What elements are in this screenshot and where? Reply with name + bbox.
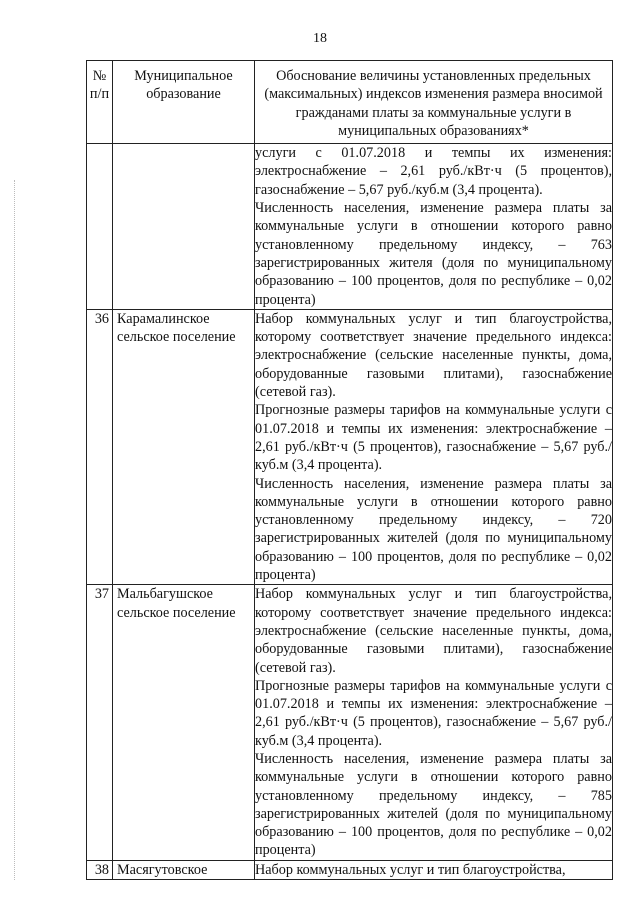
table-header-row (87, 61, 613, 144)
table-row (87, 585, 613, 860)
cell-num (87, 144, 113, 310)
cell-municipality: Мальбагушское сельское поселение (113, 585, 255, 860)
justification-paragraph: Численность населения, изменение размера платы за коммунальные услуги в отношении которого равно установленному предельному индексу, – 763 зарегистрированных жителя (доля по муниципальному образованию – 100 процентов, доля по республике – 0,02 процента) (255, 200, 612, 308)
cell-justification (255, 144, 613, 310)
justification-paragraph: Набор коммунальных услуг и тип благоустройства, (255, 861, 566, 878)
justification-paragraph: Численность населения, изменение размера платы за коммунальные услуги в отношении которого равно установленному предельному индексу, – 720 зарегистрированных жителей (доля по муниципальному образованию – 100 процентов, доля по республике – 0,02 процента) (255, 475, 612, 584)
scan-edge-line (14, 180, 16, 880)
cell-justification (255, 585, 613, 860)
justification-paragraph: услуги с 01.07.2018 и темпы их изменения: электроснабжение – 2,61 руб./кВт·ч (5 процентов), газоснабжение – 5,67 руб./куб.м (3,4 процента). (255, 145, 612, 198)
cell-num: 38 (87, 860, 113, 879)
table-row (87, 309, 613, 584)
justification-paragraph: Набор коммунальных услуг и тип благоустройства, которому соответствует значение предельного индекса: электроснабжение (сельские населенные пункты, дома, оборудованные газовыми плитами), газоснабжение (сетевой газ). (255, 586, 612, 676)
tariff-index-table (86, 60, 613, 880)
table-row-continued (87, 144, 613, 310)
page-number: 18 (313, 31, 327, 46)
justification-paragraph: Прогнозные размеры тарифов на коммунальные услуги с 01.07.2018 и темпы их изменения: электроснабжение – 2,61 руб./кВт·ч (5 процентов), газоснабжение – 5,67 руб./куб.м (3,4 процента). (255, 677, 612, 749)
cell-municipality: Масягутовское (113, 860, 255, 879)
justification-paragraph: Набор коммунальных услуг и тип благоустройства, которому соответствует значение предельного индекса: электроснабжение (сельские населенные пункты, дома, оборудованные газовыми плитами), газоснабжение (сетевой газ). (255, 310, 612, 401)
table-row (87, 860, 613, 879)
cell-justification (255, 860, 613, 879)
justification-paragraph: Прогнозные размеры тарифов на коммунальные услуги с 01.07.2018 и темпы их изменения: электроснабжение – 2,61 руб./кВт·ч (5 процентов), газоснабжение – 5,67 руб./куб.м (3,4 процента). (255, 402, 612, 474)
justification-paragraph: Численность населения, изменение размера платы за коммунальные услуги в отношении которого равно установленному предельному индексу, – 785 зарегистрированных жителей (доля по муниципальному образованию – 100 процентов, доля по республике – 0,02 процента) (255, 750, 612, 859)
cell-municipality: Карамалинское сельское поселение (113, 309, 255, 584)
cell-num: 37 (87, 585, 113, 860)
cell-municipality (113, 144, 255, 310)
cell-justification (255, 309, 613, 584)
header-municipality: Муниципальное образование (113, 61, 255, 144)
header-justification: Обоснование величины установленных предельных (максимальных) индексов изменения размера вносимой гражданами платы за коммунальные услуги в муниципальных образованиях* (255, 61, 613, 144)
cell-num: 36 (87, 309, 113, 584)
header-num: № п/п (87, 61, 113, 144)
